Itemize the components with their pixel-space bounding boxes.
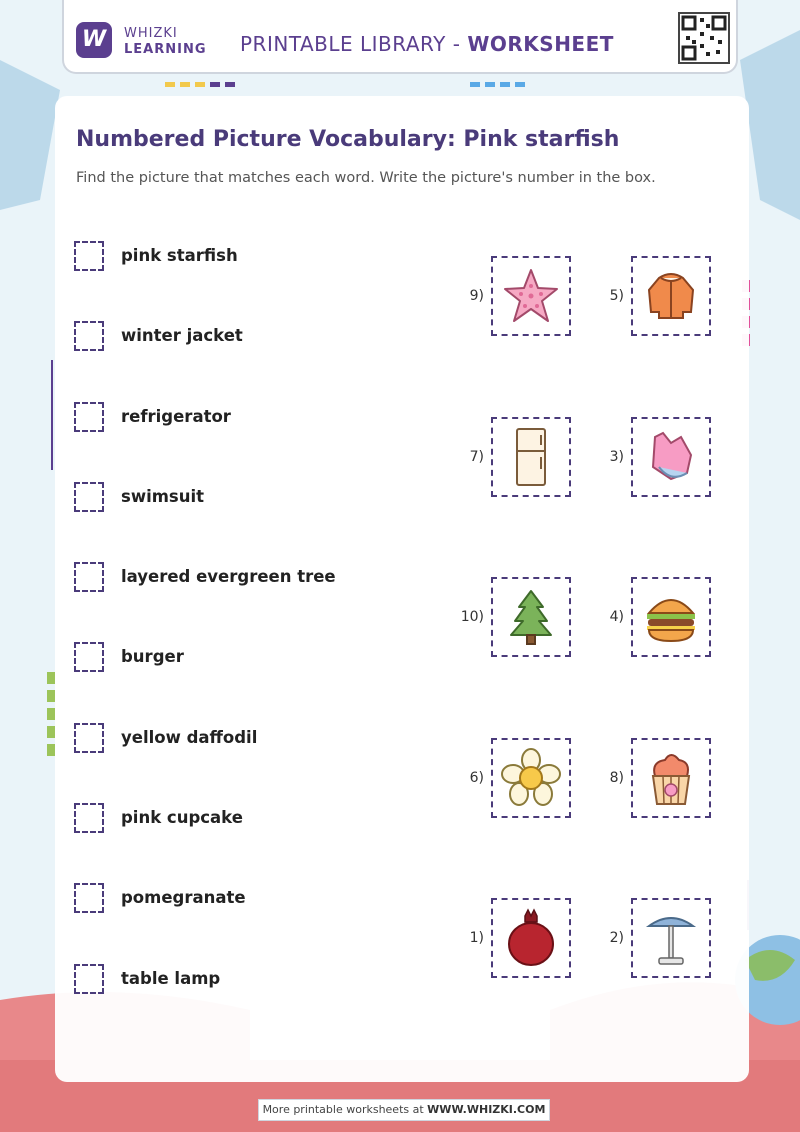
picture-number: 4) xyxy=(609,609,624,625)
answer-box[interactable] xyxy=(74,402,104,432)
picture-card xyxy=(491,577,571,657)
word-label: layered evergreen tree xyxy=(121,567,336,586)
header-title xyxy=(240,32,614,56)
word-label: burger xyxy=(121,647,184,666)
picture-card xyxy=(491,256,571,336)
starfish-icon xyxy=(501,266,561,326)
word-label: table lamp xyxy=(121,969,221,988)
picture-number: 10) xyxy=(460,609,484,625)
word-label: pink starfish xyxy=(121,246,238,265)
word-label: winter jacket xyxy=(121,326,243,345)
footer-site-link[interactable]: WWW.WHIZKI.COM xyxy=(427,1103,546,1116)
picture-card xyxy=(631,417,711,497)
picture-number: 6) xyxy=(469,770,484,786)
picture-card xyxy=(631,738,711,818)
evergreen-tree-icon xyxy=(501,587,561,647)
word-label: pink cupcake xyxy=(121,808,243,827)
picture-number: 7) xyxy=(469,449,484,465)
worksheet-title: Numbered Picture Vocabulary: Pink starfish xyxy=(76,127,620,152)
picture-card xyxy=(631,256,711,336)
answer-box[interactable] xyxy=(74,241,104,271)
picture-number: 9) xyxy=(469,288,484,304)
refrigerator-icon xyxy=(501,427,561,487)
answer-box[interactable] xyxy=(74,803,104,833)
page-header xyxy=(62,0,738,74)
answer-box[interactable] xyxy=(74,723,104,753)
whizki-logo: W xyxy=(76,22,112,58)
page-footer xyxy=(258,1099,550,1121)
answer-box[interactable] xyxy=(74,321,104,351)
cupcake-icon xyxy=(641,748,701,808)
answer-box[interactable] xyxy=(74,642,104,672)
header-title-bold: WORKSHEET xyxy=(467,32,614,56)
picture-card xyxy=(631,577,711,657)
burger-icon xyxy=(641,587,701,647)
swimsuit-icon xyxy=(641,427,701,487)
word-label: refrigerator xyxy=(121,407,231,426)
logo-text-whizki: WHIZKI xyxy=(124,26,178,41)
answer-box[interactable] xyxy=(74,562,104,592)
picture-card xyxy=(491,417,571,497)
picture-card xyxy=(631,898,711,978)
daffodil-icon xyxy=(501,748,561,808)
word-label: swimsuit xyxy=(121,487,205,506)
picture-number: 1) xyxy=(469,930,484,946)
picture-number: 3) xyxy=(609,449,624,465)
word-label: pomegranate xyxy=(121,888,246,907)
pomegranate-icon xyxy=(501,908,561,968)
footer-prefix: More printable worksheets at xyxy=(262,1103,428,1116)
winter-jacket-icon xyxy=(641,266,701,326)
picture-number: 8) xyxy=(609,770,624,786)
logo-text-learning: LEARNING xyxy=(124,42,207,57)
worksheet-instructions: Find the picture that matches each word. Write the picture's number in the box. xyxy=(76,170,656,186)
word-label: yellow daffodil xyxy=(121,728,258,747)
header-title-prefix: PRINTABLE LIBRARY - xyxy=(240,32,468,56)
picture-card xyxy=(491,898,571,978)
picture-card xyxy=(491,738,571,818)
qr-code-icon xyxy=(678,12,730,64)
answer-box[interactable] xyxy=(74,964,104,994)
table-lamp-icon xyxy=(641,908,701,968)
picture-number: 2) xyxy=(609,930,624,946)
answer-box[interactable] xyxy=(74,883,104,913)
picture-number: 5) xyxy=(609,288,624,304)
answer-box[interactable] xyxy=(74,482,104,512)
